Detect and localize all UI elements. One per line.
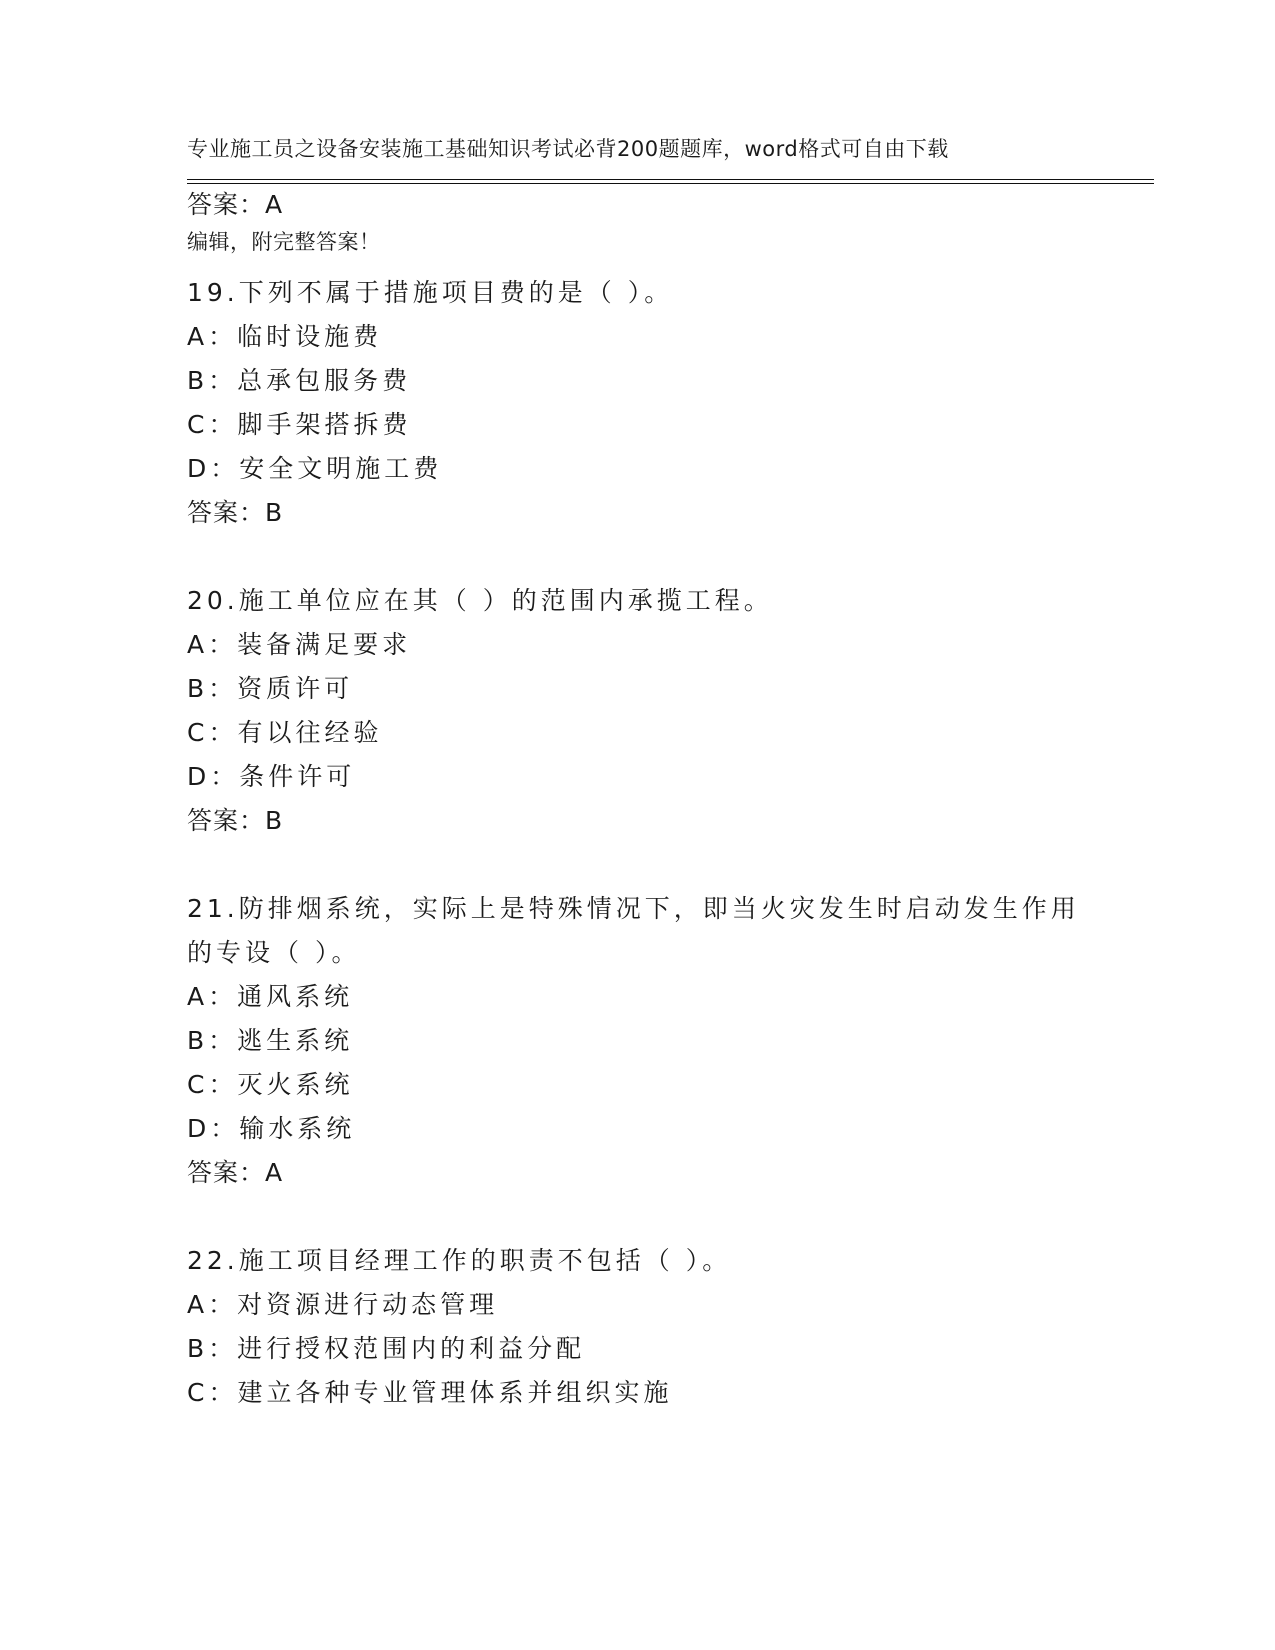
- question-21-stem-line-1: 21.防排烟系统，实际上是特殊情况下，即当火灾发生时启动发生作用: [187, 894, 1080, 923]
- question-20-option-b: B：资质许可: [187, 674, 354, 703]
- header-line-1: 专业施工员之设备安装施工基础知识考试必背200题题库，word格式可自由下载: [187, 137, 949, 161]
- question-19-stem: 19.下列不属于措施项目费的是（ ）。: [187, 278, 674, 307]
- question-21-option-c: C：灭火系统: [187, 1070, 354, 1099]
- question-22-option-c: C：建立各种专业管理体系并组织实施: [187, 1378, 673, 1407]
- question-21-stem-line-2: 的专设（ ）。: [187, 938, 361, 967]
- question-19-answer: 答案：B: [187, 498, 284, 527]
- question-20-option-a: A：装备满足要求: [187, 630, 412, 659]
- question-21-option-a: A：通风系统: [187, 982, 354, 1011]
- question-20-option-d: D：条件许可: [187, 762, 356, 791]
- header-rule-top: [187, 179, 1154, 180]
- header-line-2: 编辑，附完整答案！: [187, 230, 381, 254]
- question-20-stem: 20.施工单位应在其（ ）的范围内承揽工程。: [187, 586, 773, 615]
- previous-answer: 答案：A: [187, 190, 284, 219]
- document-header: [187, 72, 1087, 289]
- question-19-option-b: B：总承包服务费: [187, 366, 412, 395]
- question-22-option-b: B：进行授权范围内的利益分配: [187, 1334, 586, 1363]
- question-19-option-c: C：脚手架搭拆费: [187, 410, 412, 439]
- question-21-option-b: B：逃生系统: [187, 1026, 354, 1055]
- question-19-option-d: D：安全文明施工费: [187, 454, 443, 483]
- question-21-answer: 答案：A: [187, 1158, 284, 1187]
- question-22-stem: 22.施工项目经理工作的职责不包括（ ）。: [187, 1246, 732, 1275]
- question-20-answer: 答案：B: [187, 806, 284, 835]
- question-21-option-d: D：输水系统: [187, 1114, 356, 1143]
- question-20-option-c: C：有以往经验: [187, 718, 383, 747]
- question-19-option-a: A：临时设施费: [187, 322, 383, 351]
- question-22-option-a: A：对资源进行动态管理: [187, 1290, 499, 1319]
- header-rule-bottom: [187, 183, 1154, 184]
